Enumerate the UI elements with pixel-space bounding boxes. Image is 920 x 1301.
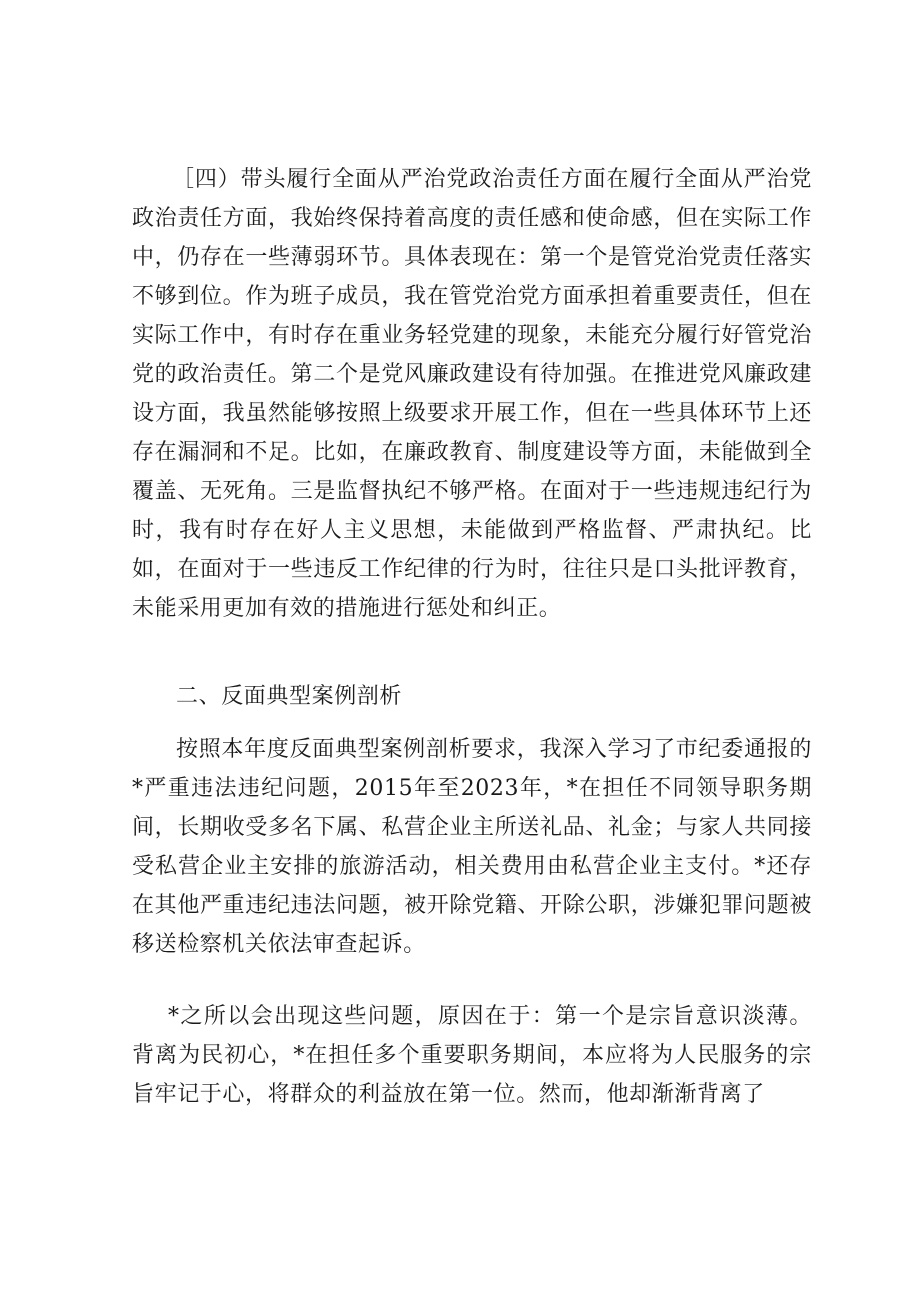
paragraph-self-review: ［四）带头履行全面从严治党政治责任方面在履行全面从严治党政治责任方面，我始终保持着高度的责任感和使命感，但在实际工作中，仍存在一些薄弱环节。具体表现在：第一个是管党治党责任落实不够到位。作为班子成员，我在管党治党方面承担着重要责任，但在实际工作中，有时存在重业务轻党建的现象，未能充分履行好管党治党的政治责任。第二个是党风廉政建设有待加强。在推进党风廉政建设方面，我虽然能够按照上级要求开展工作，但在一些具体环节上还存在漏洞和不足。比如，在廉政教育、制度建设等方面，未能做到全覆盖、无死角。三是监督执纪不够严格。在面对于一些违规违纪行为时，我有时存在好人主义思想，未能做到严格监督、严肃执纪。比如，在面对于一些违反工作纪律的行为时，往往只是口头批评教育，未能采用更加有效的措施进行惩处和纠正。	[132, 167, 812, 621]
paragraph-cause-analysis: *之所以会出现这些问题，原因在于：第一个是宗旨意识淡薄。背离为民初心，*在担任多个重要职务期间，本应将为人民服务的宗旨牢记于心，将群众的利益放在第一位。然而，他却渐渐背离了	[132, 1004, 812, 1107]
paragraph-case-summary: 按照本年度反面典型案例剖析要求，我深入学习了市纪委通报的*严重违法违纪问题，2015年至2023年，*在担任不同领导职务期间，长期收受多名下属、私营企业主所送礼品、礼金；与家人共同接受私营企业主安排的旅游活动，相关费用由私营企业主支付。*还存在其他严重违纪违法问题，被开除党籍、开除公职，涉嫌犯罪问题被移送检察机关依法审查起诉。	[132, 737, 812, 957]
section-heading-case-analysis: 二、反面典型案例剖析	[176, 684, 403, 709]
